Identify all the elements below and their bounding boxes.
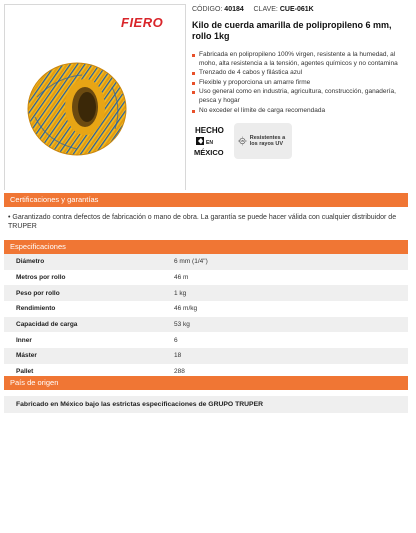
bullet-icon bbox=[192, 54, 195, 57]
table-row bbox=[4, 348, 408, 364]
feature-item bbox=[192, 51, 410, 68]
spec-value: 53 kg bbox=[174, 321, 190, 329]
spec-key: Pallet bbox=[16, 368, 34, 376]
table-row bbox=[4, 285, 408, 301]
bullet-icon bbox=[192, 72, 195, 75]
specifications-heading: Especificaciones bbox=[4, 240, 408, 254]
product-image-panel bbox=[4, 4, 186, 190]
specifications-table bbox=[4, 254, 408, 380]
mexico-line2: EN bbox=[206, 140, 213, 147]
spec-value: 46 m/kg bbox=[174, 305, 198, 313]
brand-logo: FIERO bbox=[121, 15, 164, 30]
key-label: CLAVE: bbox=[253, 6, 278, 13]
feature-list bbox=[192, 51, 410, 115]
feature-item bbox=[192, 79, 410, 88]
table-row bbox=[4, 301, 408, 317]
feature-item bbox=[192, 69, 410, 78]
mexico-line1: HECHO bbox=[195, 126, 224, 136]
feature-text: Uso general como en industria, agricultura, construcción, ganadería, pesca y hogar bbox=[199, 88, 396, 104]
certifications-heading: Certificaciones y garantías bbox=[4, 193, 408, 207]
feature-text: No exceder el límite de carga recomendada bbox=[199, 106, 326, 114]
origin-text: Fabricado en México bajo las estrictas especificaciones de GRUPO TRUPER bbox=[4, 396, 408, 413]
hecho-en-mexico-icon bbox=[192, 123, 226, 159]
origin-heading: País de origen bbox=[4, 376, 408, 390]
sun-uv-icon bbox=[238, 133, 247, 149]
product-codes bbox=[192, 4, 410, 18]
uv-text: Resistentes a los rayos UV bbox=[249, 134, 286, 148]
spec-value: 1 kg bbox=[174, 289, 187, 297]
spec-key: Capacidad de carga bbox=[16, 321, 78, 329]
spec-value: 6 bbox=[174, 336, 178, 344]
spec-value: 18 bbox=[174, 352, 182, 360]
table-row bbox=[4, 317, 408, 333]
certifications-text: • Garantizado contra defectos de fabricación o mano de obra. La garantía se puede hacer válida con cualquier distribuidor de TRUPER bbox=[8, 214, 397, 230]
feature-item bbox=[192, 88, 410, 105]
feature-item bbox=[192, 107, 410, 116]
product-code: 40184 bbox=[224, 6, 244, 13]
feature-text: Fabricada en polipropileno 100% virgen, resistente a la humedad, al moho, alta resistencia a la tensión, agentes químicos y no contamina bbox=[199, 51, 398, 67]
product-key: CUE-061K bbox=[279, 6, 314, 13]
bullet-icon bbox=[192, 110, 195, 113]
product-info bbox=[192, 4, 410, 159]
bullet-icon bbox=[192, 91, 195, 94]
product-title: Kilo de cuerda amarilla de polipropileno 6 mm, rollo 1kg bbox=[192, 20, 392, 41]
spec-key: Peso por rollo bbox=[16, 289, 60, 297]
spec-key: Inner bbox=[16, 336, 32, 344]
table-row bbox=[4, 254, 408, 270]
bullet-icon bbox=[192, 82, 195, 85]
uv-icon-label: UV bbox=[240, 140, 245, 144]
feature-text: Flexible y proporciona un amarre firme bbox=[199, 78, 311, 86]
spec-key: Máster bbox=[16, 352, 37, 360]
badges bbox=[192, 123, 410, 159]
code-label: CÓDIGO: bbox=[192, 6, 223, 13]
mexico-line3: MÉXICO bbox=[194, 148, 224, 158]
table-row bbox=[4, 332, 408, 348]
uv-resistant-badge bbox=[234, 123, 292, 159]
spec-value: 6 mm (1/4") bbox=[174, 258, 208, 266]
spec-key: Rendimiento bbox=[16, 305, 56, 313]
table-row bbox=[4, 270, 408, 286]
feature-text: Trenzado de 4 cabos y filástica azul bbox=[199, 69, 303, 77]
spec-value: 288 bbox=[174, 368, 185, 376]
rope-coil-image bbox=[27, 57, 127, 157]
product-header bbox=[4, 4, 408, 190]
spec-value: 46 m bbox=[174, 274, 189, 282]
spec-key: Diámetro bbox=[16, 258, 45, 266]
spec-key: Metros por rollo bbox=[16, 274, 66, 282]
